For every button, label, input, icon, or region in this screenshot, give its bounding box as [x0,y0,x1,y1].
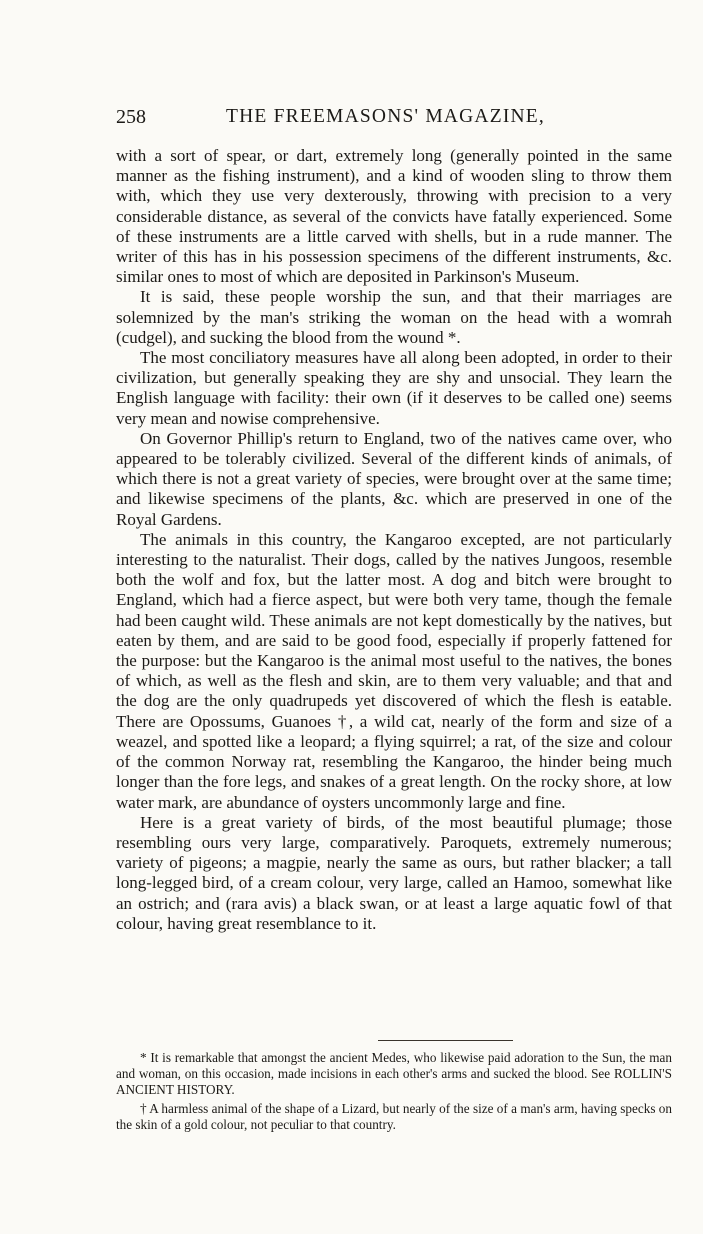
paragraph-birds: Here is a great variety of birds, of the most beautiful plumage; those resembling ours very large, comparatively. Paroquets, extremely numerous; variety of pigeons; a magpie, nearly the same as ours, but rather blacker; a tall long-legged bird, of a cream colour, very large, called an Hamoo, somewhat like an ostrich; and (rara avis) a black swan, or at least a large aquatic fowl of that colour, having great resemblance to it. [116,812,672,933]
footnote-divider [378,1040,513,1041]
paragraph-continuation: with a sort of spear, or dart, extremely long (generally pointed in the same manner as the fishing instrument), and a kind of wooden sling to throw them with, which they use very dexterously, throwing with precision to a very considerable distance, as several of the convicts have fatally experienced. Some of these instruments are a little carved with shells, but in a rude manner. The writer of this has in his possession specimens of the different instruments, &c. similar ones to most of which are deposited in Parkinson's Museum. [116,146,672,287]
article-body [116,146,672,934]
footnotes [116,1050,672,1135]
paragraph-worship: It is said, these people worship the sun, and that their marriages are solemnized by the man's striking the woman on the head with a womrah (cudgel), and sucking the blood from the wound *. [116,287,672,347]
footnote-medes: * It is remarkable that amongst the ancient Medes, who likewise paid adoration to the Sun, the man and woman, on this occasion, made incisions in each other's arms and sucked the blood. See ROLLIN'S ANCIENT HISTORY. [116,1050,672,1098]
footnote-guano: † A harmless animal of the shape of a Lizard, but nearly of the size of a man's arm, having specks on the skin of a gold colour, not peculiar to that country. [116,1100,672,1132]
paragraph-animals: The animals in this country, the Kangaroo excepted, are not particularly interesting to the naturalist. Their dogs, called by the natives Jungoos, resemble both the wolf and fox, but the latter most. A dog and bitch were brought to England, which had a fierce aspect, but were both very tame, though the female had been caught wild. These animals are not kept domestically by the natives, but eaten by them, and are said to be good food, especially if properly fattened for the purpose: but the Kangaroo is the animal most useful to the natives, the bones of which, as well as the flesh and skin, are to them very valuable; and that and the dog are the only quadrupeds yet discovered of which the flesh is eatable. There are Opossums, Guanoes †, a wild cat, nearly of the form and size of a weazel, and spotted like a leopard; a flying squirrel; a rat, of the size and colour of the common Norway rat, resembling the Kangaroo, the hinder being much longer than the fore legs, and snakes of a great length. On the rocky shore, at low water mark, are abundance of oysters uncommonly large and fine. [116,529,672,812]
paragraph-governor-phillip: On Governor Phillip's return to England, two of the natives came over, who appeared to be tolerably civilized. Several of the different kinds of animals, of which there is not a great variety of species, were brought over at the same time; and likewise specimens of the plants, &c. which are preserved in one of the Royal Gardens. [116,428,672,529]
paragraph-civilization: The most conciliatory measures have all along been adopted, in order to their civilization, but generally speaking they are shy and unsocial. They learn the English language with facility: their own (if it deserves to be called one) seems very mean and nowise comprehensive. [116,348,672,428]
page-number: 258 [116,106,146,128]
page-header [116,102,676,132]
running-title: THE FREEMASONS' MAGAZINE, [226,106,545,127]
